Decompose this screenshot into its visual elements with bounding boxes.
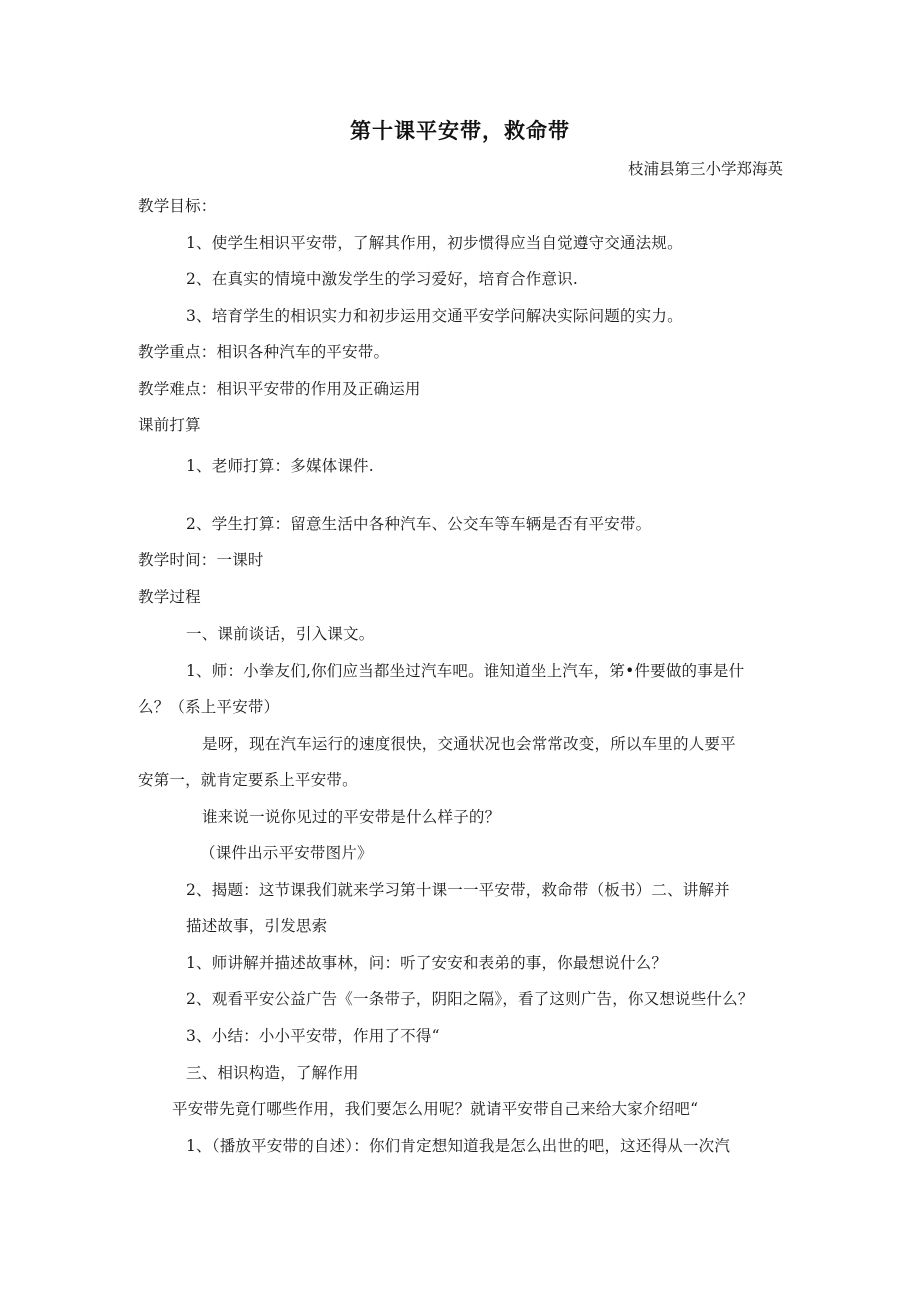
process-part-3: 三、相识构造，了解作用 — [186, 1064, 359, 1082]
prep-teacher: 1、老师打算：多媒体课件. — [186, 457, 374, 475]
teaching-time: 教学时间：一课时 — [138, 551, 264, 569]
objective-3: 3、培育学生的相识实力和初步运用交通平安学问解决实际问题的实力。 — [186, 307, 683, 325]
document-title: 第十课平安带，救命带 — [350, 119, 570, 143]
paragraph-line: 3、小结：小小平安带，作用了不得“ — [186, 1027, 440, 1045]
paragraph-line: 1、师：小拳友们,你们应当都坐过汽车吧。谁知道坐上汽车，笫•件要做的事是什 — [186, 662, 745, 680]
paragraph-line: 安第一，就肯定要系上平安带。 — [138, 771, 358, 789]
paragraph-line: 2、揭题：这节课我们就来学习第十课一一平安带，救命带（板书）二、讲解并 — [186, 881, 730, 899]
paragraph-line: 平安带先竟仃哪些作用，我们要怎么用呢？就请平安带自己来给大家介绍吧“ — [172, 1100, 699, 1118]
paragraph-line: 么？（系上平安带） — [138, 698, 280, 716]
paragraph-line: 是呀，现在汽车运行的速度很快，交通状况也会常常改变，所以车里的人要平 — [202, 735, 736, 753]
difficult-points: 教学难点：相识平安带的作用及正确运用 — [138, 380, 421, 398]
paragraph-line: 描述故事，引发思索 — [186, 917, 328, 935]
paragraph-line: （课件出示平安带图片》 — [200, 844, 373, 862]
paragraph-line: 1、（播放平安带的自述）：你们肯定想知道我是怎么出世的吧，这还得从一次汽 — [186, 1137, 731, 1155]
paragraph-line: 2、观看平安公益广告《一条带子，阴阳之隔》，看了这则广告，你又想说些什么？ — [186, 990, 754, 1008]
key-points: 教学重点：相识各种汽车的平安带。 — [138, 343, 390, 361]
paragraph-line: 谁来说一说你见过的平安带是什么样子的？ — [202, 808, 501, 826]
process-part-1: 一、课前谈话，引入课文。 — [186, 625, 375, 643]
section-heading-process: 教学过程 — [138, 588, 201, 606]
objective-1: 1、使学生相识平安带，了解其作用，初步惯得应当自觉遵守交通法规。 — [186, 234, 683, 252]
objective-2: 2、在真实的情境中激发学生的学习爱好，培育合作意识. — [186, 270, 578, 288]
section-heading-preparation: 课前打算 — [138, 416, 201, 434]
section-heading-objectives: 教学目标： — [138, 197, 217, 215]
paragraph-line: 1、师讲解并描述故事林，问：听了安安和表弟的事，你最想说什么？ — [186, 954, 668, 972]
author-line: 枝浦县第三小学郑海英 — [627, 160, 783, 178]
prep-student: 2、学生打算：留意生活中各种汽车、公交车等车辆是否有平安带。 — [186, 515, 652, 533]
